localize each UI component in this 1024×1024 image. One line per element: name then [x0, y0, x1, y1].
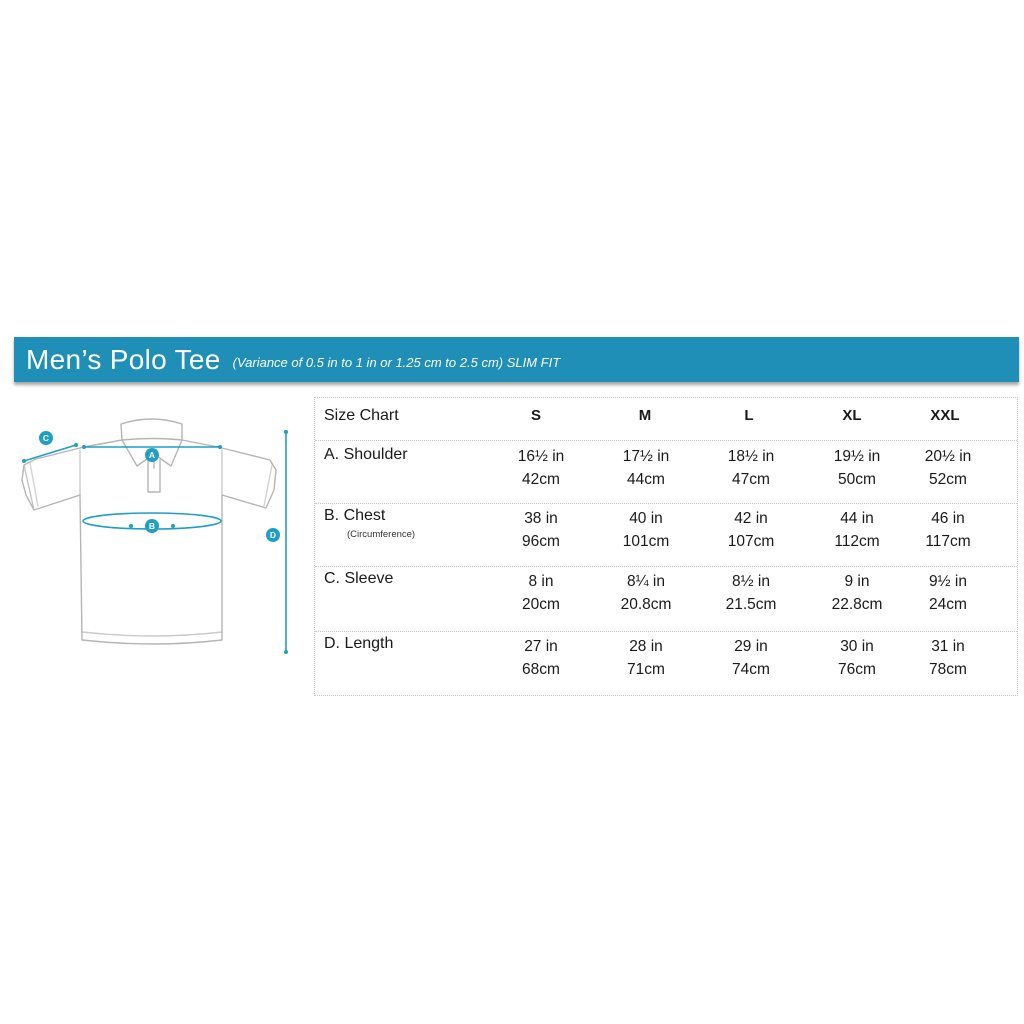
table-cell: 8½ in 21.5cm	[725, 573, 777, 613]
table-row	[315, 567, 1017, 631]
table-cell: 9½ in 24cm	[929, 573, 967, 613]
marker-c: C	[42, 433, 50, 443]
table-header-row	[315, 398, 1017, 440]
row-label-length: D. Length	[324, 635, 394, 652]
table-cell: 40 in 101cm	[622, 510, 670, 550]
row-sublabel-chest: (Circumference)	[347, 529, 416, 540]
table-cell: 44 in 112cm	[834, 510, 880, 550]
table-cell: 8¼ in 20.8cm	[620, 573, 672, 613]
sleeve-measure-line	[24, 445, 76, 461]
table-row	[315, 441, 1017, 503]
shirt-outline	[22, 439, 276, 645]
table-cell: 17½ in 44cm	[622, 448, 670, 488]
table-cell: 20½ in 52cm	[924, 448, 972, 488]
size-chart-table	[314, 397, 1018, 696]
size-header-m: M	[638, 407, 652, 424]
table-row	[315, 504, 1017, 566]
row-label-sleeve: C. Sleeve	[324, 570, 394, 587]
table-cell: 8 in 20cm	[522, 573, 560, 613]
page-subtitle: (Variance of 0.5 in to 1 in or 1.25 cm to 2.5 cm) SLIM FIT	[232, 355, 561, 370]
table-cell: 28 in 71cm	[627, 638, 665, 678]
table-cell: 38 in 96cm	[522, 510, 560, 550]
marker-a: A	[148, 450, 156, 460]
table-cell: 18½ in 47cm	[727, 448, 775, 488]
table-cell: 29 in 74cm	[732, 638, 770, 678]
row-label-chest: B. Chest	[324, 507, 386, 524]
size-header-l: L	[744, 407, 754, 424]
table-cell: 16½ in 42cm	[517, 448, 565, 488]
table-cell: 27 in 68cm	[522, 638, 560, 678]
table-cell: 42 in 107cm	[727, 510, 775, 550]
polo-shirt-diagram	[14, 410, 304, 670]
table-row	[315, 632, 1017, 694]
table-cell: 30 in 76cm	[838, 638, 876, 678]
title-banner	[14, 337, 1019, 382]
table-cell: 31 in 78cm	[929, 638, 967, 678]
size-header-s: S	[530, 407, 541, 424]
size-header-xl: XL	[842, 407, 862, 424]
marker-b: B	[148, 521, 156, 531]
row-label-shoulder: A. Shoulder	[324, 446, 408, 463]
size-header-xxl: XXL	[930, 407, 960, 424]
table-cell: 19½ in 50cm	[833, 448, 881, 488]
marker-d: D	[269, 530, 277, 540]
table-cell: 9 in 22.8cm	[831, 573, 883, 613]
page-title: Men’s Polo Tee	[26, 343, 221, 375]
size-chart-label: Size Chart	[324, 407, 399, 424]
table-cell: 46 in 117cm	[925, 510, 971, 550]
